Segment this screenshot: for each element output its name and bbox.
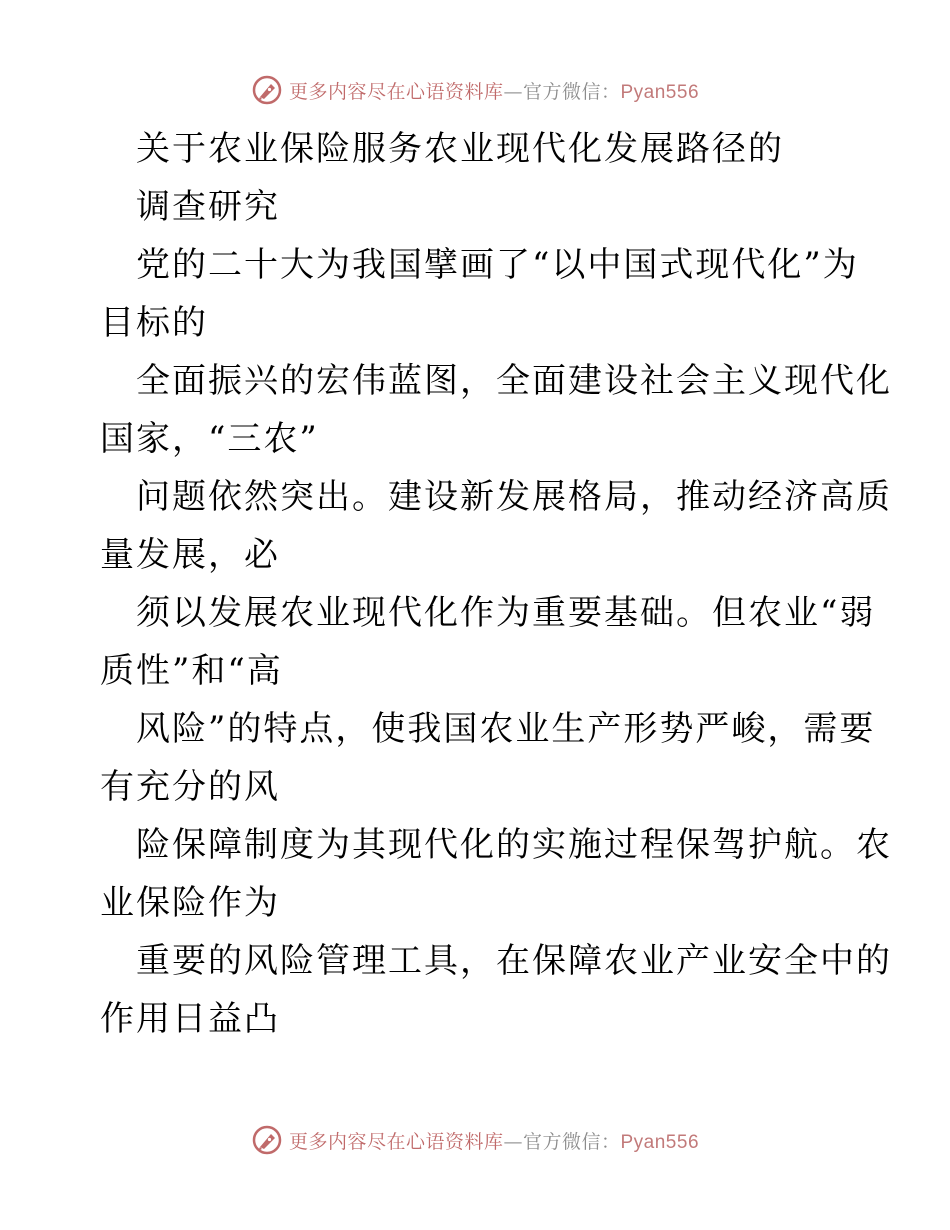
document-line: 须以发展农业现代化作为重要基础。但农业“弱 [136,593,876,633]
document-line: 目标的 [100,303,208,343]
pen-nib-logo-icon [251,1124,283,1156]
document-line: 重要的风险管理工具，在保障农业产业安全中的 [136,941,892,981]
watermark-site-name: 更多内容尽在心语资料库 [288,1130,504,1153]
document-line: 全面振兴的宏伟蓝图，全面建设社会主义现代化 [136,361,892,401]
footer-watermark [0,1120,950,1160]
document-line: 风险”的特点，使我国农业生产形势严峻，需要 [136,709,876,749]
watermark-wechat-id: Pyan556 [620,1131,700,1153]
watermark-site-name: 更多内容尽在心语资料库 [288,80,504,103]
document-line: 问题依然突出。建设新发展格局，推动经济高质 [136,477,892,517]
document-line: 党的二十大为我国擘画了“以中国式现代化”为 [136,245,859,285]
document-line: 业保险作为 [100,883,280,923]
watermark-wechat-label: 官方微信： [522,80,621,103]
pen-nib-logo-icon [251,74,283,106]
watermark-wechat-label: 官方微信： [522,1130,621,1153]
document-line: 调查研究 [136,187,280,227]
header-watermark [0,70,950,110]
watermark-text [289,77,699,104]
watermark-wechat-id: Pyan556 [620,81,700,103]
document-line: 有充分的风 [100,767,280,807]
document-line: 险保障制度为其现代化的实施过程保驾护航。农 [136,825,892,865]
document-line: 作用日益凸 [100,999,280,1039]
watermark-dash: — [503,1130,523,1153]
document-line: 关于农业保险服务农业现代化发展路径的 [136,129,784,169]
document-line: 量发展，必 [100,535,280,575]
document-body [100,120,892,1048]
document-line: 质性”和“高 [100,651,283,691]
document-line: 国家，“三农” [100,419,319,459]
watermark-dash: — [503,80,523,103]
watermark-text [289,1127,699,1154]
